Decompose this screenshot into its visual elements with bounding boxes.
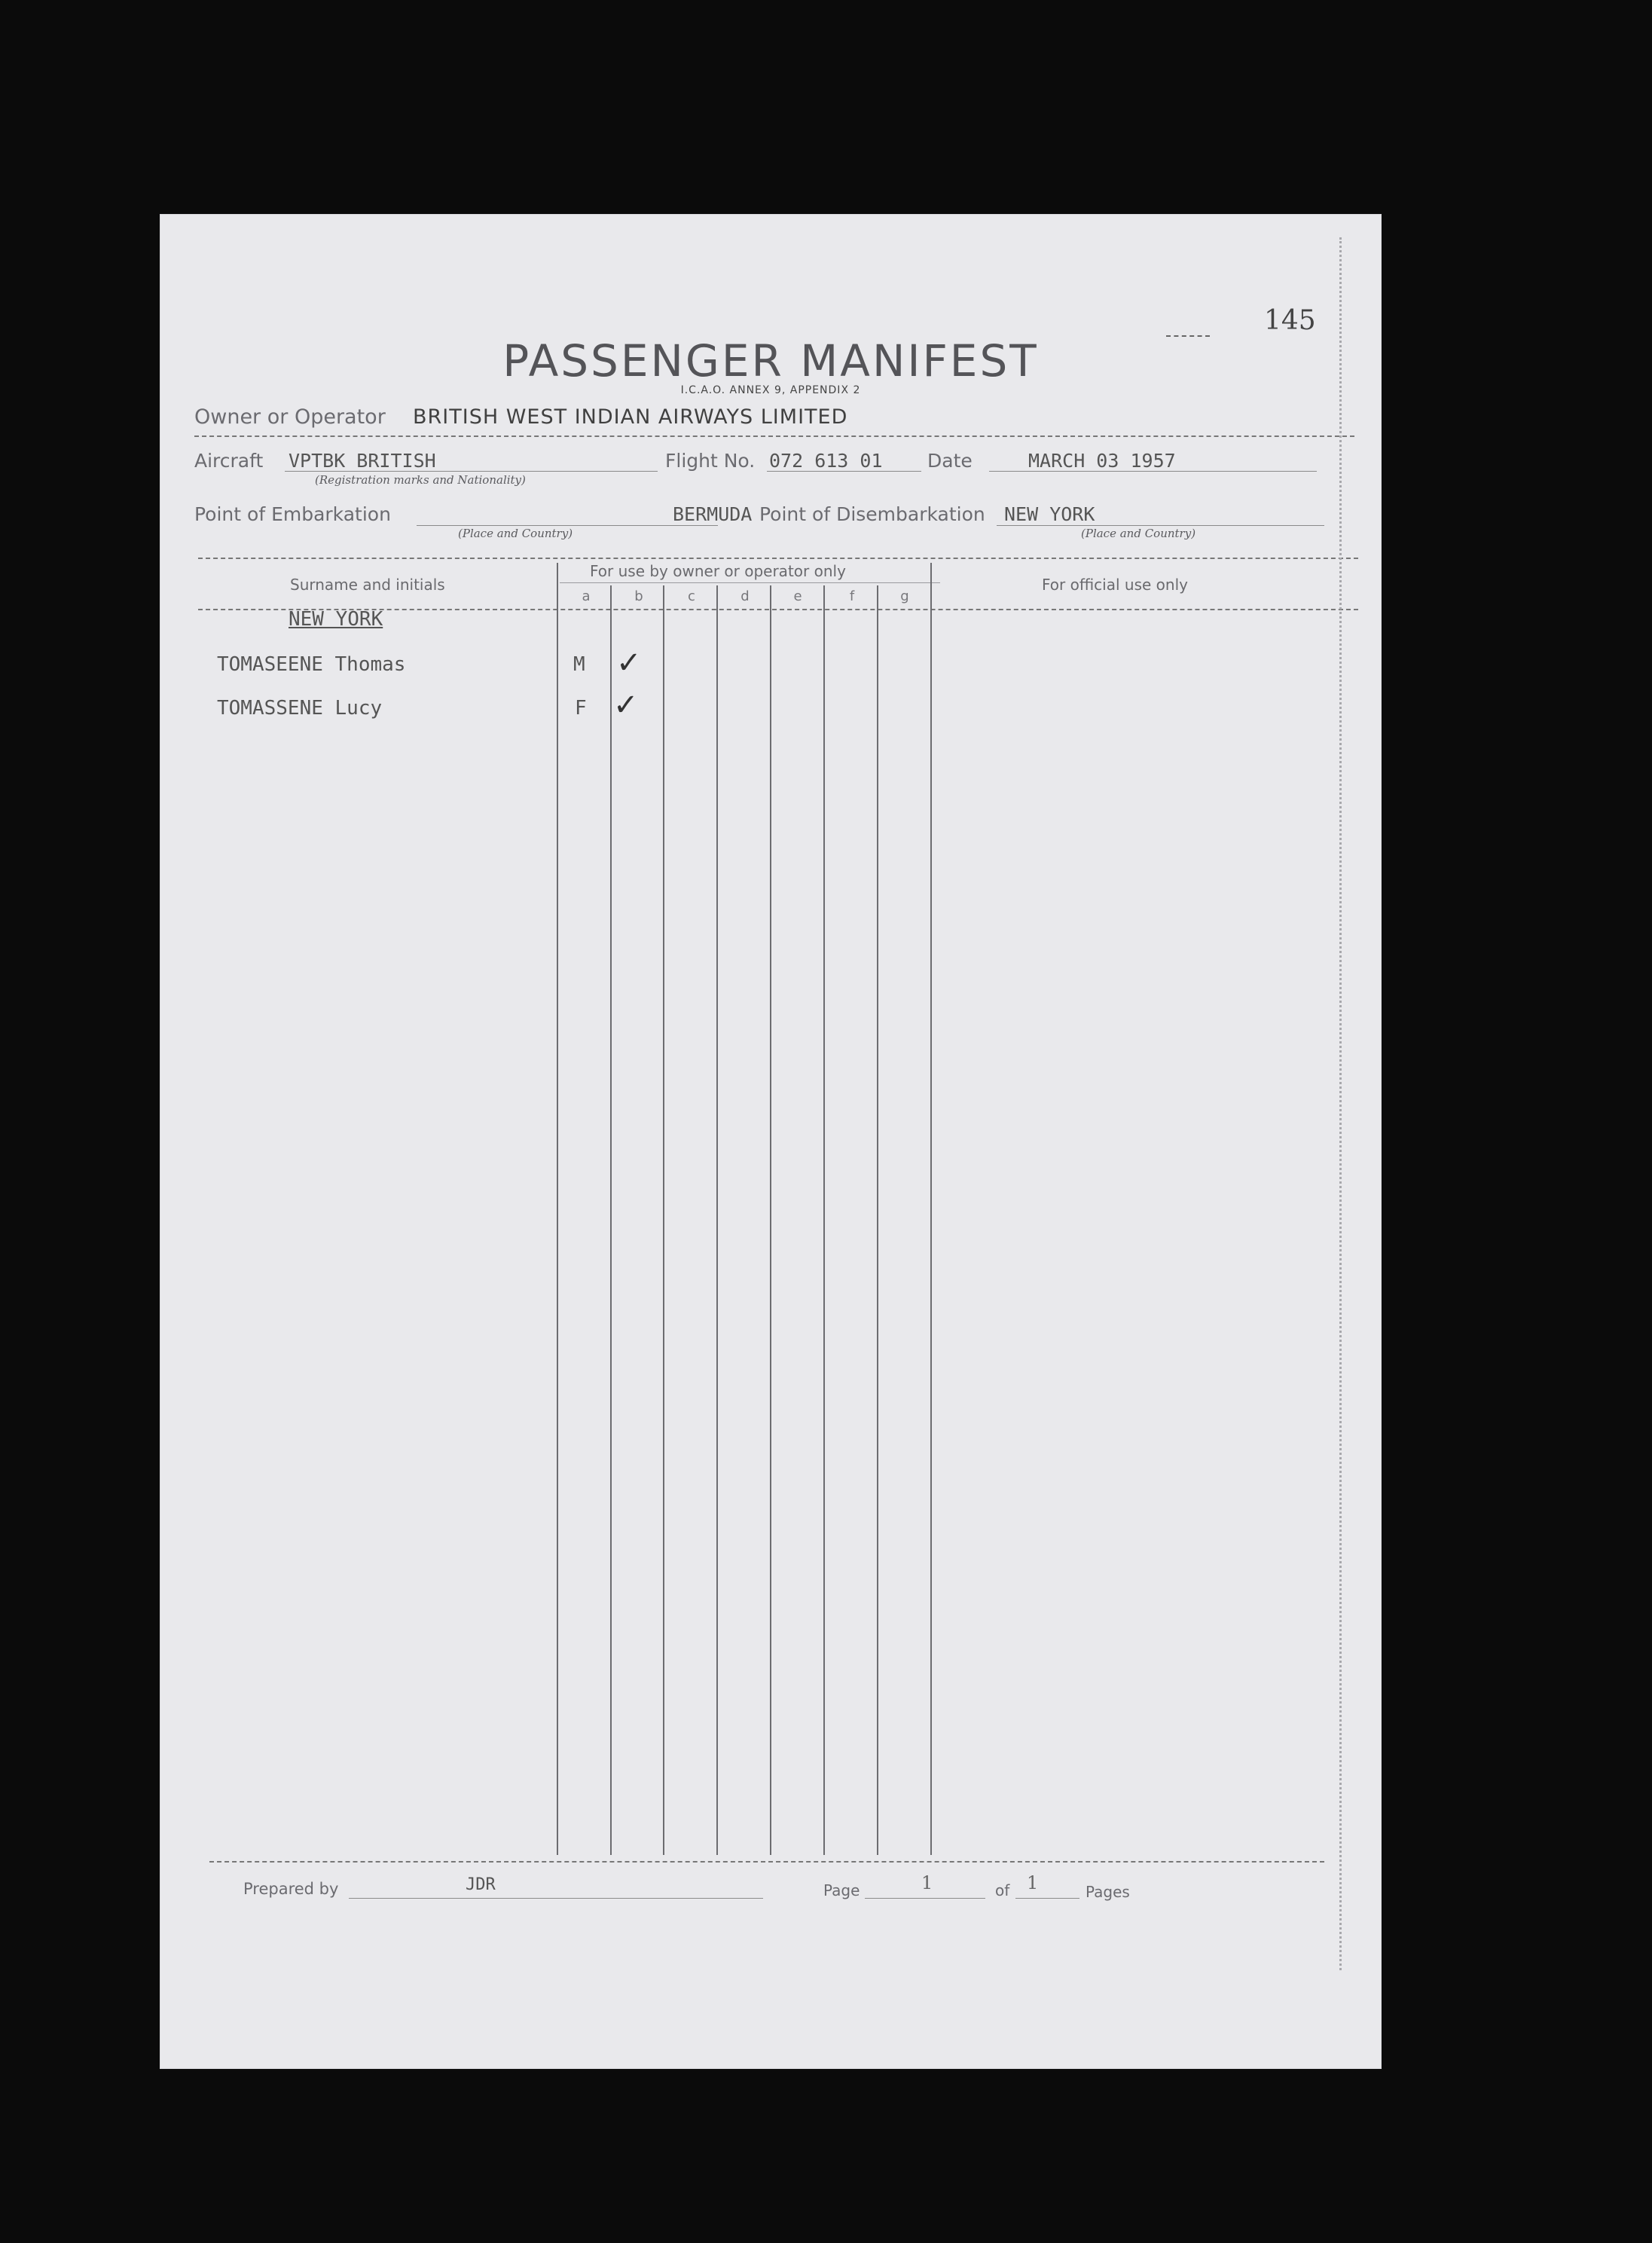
disembarkation-value: NEW YORK <box>1004 503 1095 525</box>
page-label: Page <box>823 1881 860 1899</box>
owner-value: BRITISH WEST INDIAN AIRWAYS LIMITED <box>413 405 848 429</box>
check-mark: ✓ <box>616 646 642 680</box>
table-top-border <box>198 558 1358 559</box>
section-destination: NEW YORK <box>289 608 383 631</box>
flight-label: Flight No. <box>665 450 756 472</box>
aircraft-underline <box>285 471 658 472</box>
col-official-header: For official use only <box>1042 576 1188 594</box>
col-rule <box>770 585 771 1855</box>
col-letter-g: g <box>900 588 909 604</box>
disembarkation-label: Point of Disembarkation <box>759 503 985 525</box>
owner-use-underline <box>560 582 940 583</box>
owner-divider <box>194 435 1354 437</box>
date-value: MARCH 03 1957 <box>1028 450 1176 472</box>
of-label: of <box>995 1881 1010 1899</box>
owner-label: Owner or Operator <box>194 405 386 429</box>
col-rule <box>716 585 718 1855</box>
embarkation-hint: (Place and Country) <box>458 527 573 540</box>
of-value: 1 <box>1027 1872 1039 1893</box>
col-rule <box>557 563 558 1855</box>
col-letter-d: d <box>740 588 750 604</box>
disembarkation-hint: (Place and Country) <box>1081 527 1196 540</box>
passenger-name: TOMASSENE Lucy <box>217 697 383 720</box>
embarkation-underline <box>417 525 718 526</box>
aircraft-value: VPTBK BRITISH <box>289 450 436 472</box>
of-underline <box>1015 1898 1079 1899</box>
flight-value: 072 613 01 <box>769 450 883 472</box>
page-value: 1 <box>921 1872 933 1893</box>
page-number-stamp: 145 <box>1264 305 1316 336</box>
col-owner-use-header: For use by owner or operator only <box>590 562 846 580</box>
perforated-edge <box>1339 237 1342 1970</box>
prepared-by-underline <box>349 1898 763 1899</box>
prepared-by-label: Prepared by <box>243 1880 339 1898</box>
col-letter-e: e <box>793 588 802 604</box>
flight-underline <box>767 471 921 472</box>
page-title: PASSENGER MANIFEST <box>502 335 1039 387</box>
col-rule <box>663 585 664 1855</box>
col-rule <box>610 585 612 1855</box>
col-surname-header: Surname and initials <box>290 576 445 594</box>
col-rule <box>877 585 878 1855</box>
col-letter-a: a <box>582 588 591 604</box>
page-subtitle: I.C.A.O. ANNEX 9, APPENDIX 2 <box>680 384 861 396</box>
embarkation-label: Point of Embarkation <box>194 503 391 525</box>
col-letter-c: c <box>688 588 695 604</box>
passenger-sex: F <box>575 697 587 720</box>
col-letter-b: b <box>634 588 643 604</box>
passenger-sex: M <box>573 653 585 676</box>
prepared-by-value: JDR <box>466 1875 496 1894</box>
col-rule <box>823 585 825 1855</box>
manifest-sheet <box>160 215 1381 2068</box>
aircraft-hint: (Registration marks and Nationality) <box>315 473 526 487</box>
col-letter-f: f <box>849 588 855 604</box>
pages-label: Pages <box>1086 1883 1130 1901</box>
date-label: Date <box>927 450 973 472</box>
date-underline <box>989 471 1317 472</box>
page-underline <box>865 1898 985 1899</box>
col-rule <box>930 563 932 1855</box>
disembarkation-underline <box>997 525 1324 526</box>
table-bottom-border <box>209 1861 1324 1863</box>
check-mark: ✓ <box>613 688 639 723</box>
passenger-name: TOMASEENE Thomas <box>217 653 406 676</box>
embarkation-value: BERMUDA <box>673 503 753 525</box>
aircraft-label: Aircraft <box>194 450 264 472</box>
